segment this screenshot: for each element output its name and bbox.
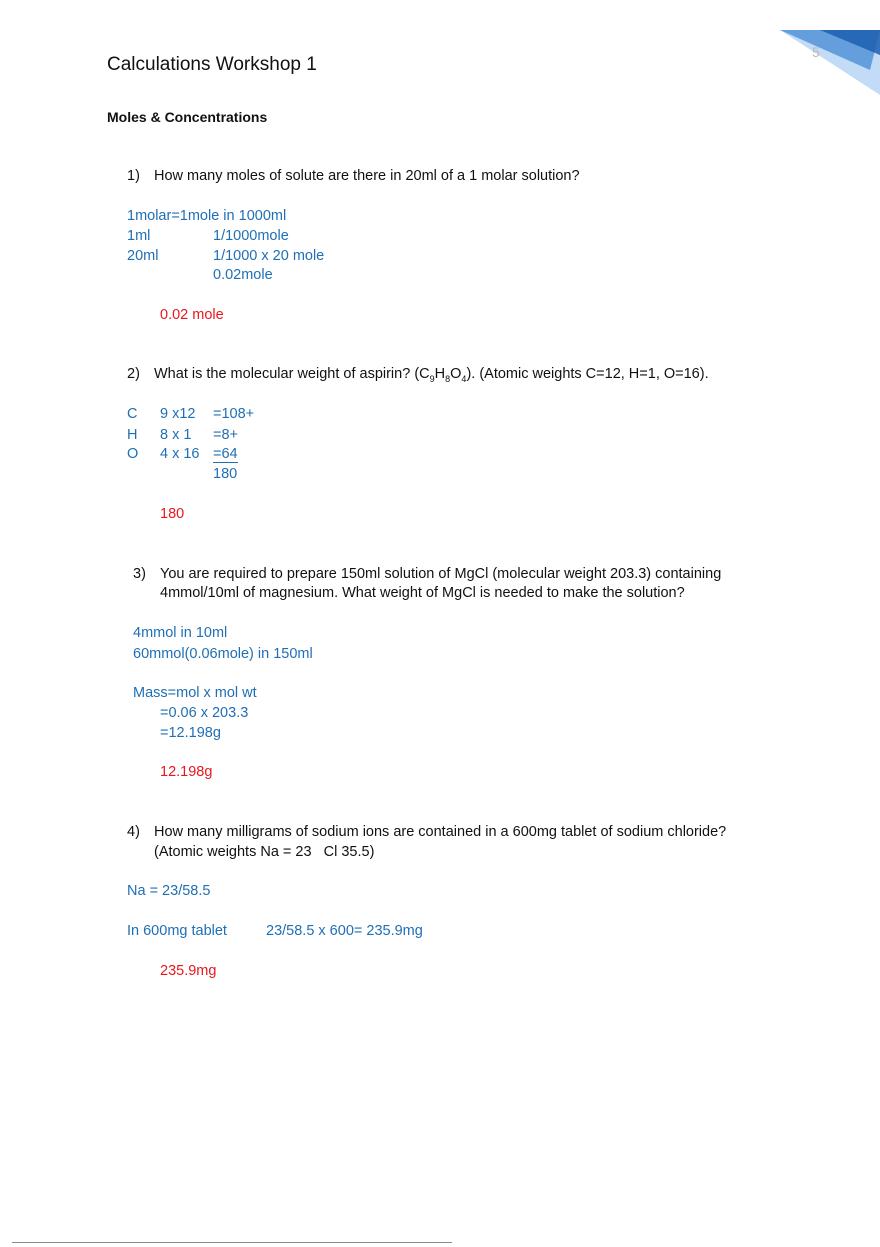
q2-calc: 9 x12 xyxy=(160,406,196,422)
q2-text: What is the molecular weight of aspirin? $(C_9H_8O_4)$. (Atomic weights C=12, H=1, O=16). xyxy=(154,366,709,384)
q3-text-line: 4mmol/10ml of magnesium. What weight of MgCl is needed to make the solution? xyxy=(160,585,685,601)
q4-answer: 235.9mg xyxy=(160,963,217,979)
q1-work-label: 1ml xyxy=(127,228,151,244)
q4-text-line: How many milligrams of sodium ions are contained in a 600mg tablet of sodium chloride? xyxy=(154,824,727,840)
footer-divider xyxy=(12,1242,452,1243)
q3-answer: 12.198g xyxy=(160,764,213,780)
q3-work-line: 60mmol(0.06mole) in 150ml xyxy=(133,646,313,662)
q3-work-line: Mass=mol x mol wt xyxy=(133,685,257,701)
q1-work-value: 1/1000 x 20 mole xyxy=(213,248,325,264)
q2-element: H xyxy=(127,427,138,443)
q3-work-line: =0.06 x 203.3 xyxy=(160,705,249,721)
q2-result: =108+ xyxy=(213,406,255,422)
q2-result-underlined: =64 xyxy=(213,446,238,462)
q1-work-label: 20ml xyxy=(127,248,159,264)
q1-work-result: 0.02mole xyxy=(213,267,273,283)
q1-number: 1) xyxy=(127,168,140,184)
q2-total: 180 xyxy=(213,466,238,482)
q2-element: O xyxy=(127,446,139,462)
q3-number: 3) xyxy=(133,566,146,582)
q1-answer: 0.02 mole xyxy=(160,307,224,323)
q3-work-line: =12.198g xyxy=(160,725,221,741)
q1-work-value: 1/1000mole xyxy=(213,228,289,244)
q2-answer: 180 xyxy=(160,506,185,522)
q1-work-line: 1molar=1mole in 1000ml xyxy=(127,208,287,224)
q4-number: 4) xyxy=(127,824,140,840)
q4-work-value: 23/58.5 x 600= 235.9mg xyxy=(266,923,423,939)
q4-text-line: (Atomic weights Na = 23 Cl 35.5) xyxy=(154,844,375,860)
q2-number: 2) xyxy=(127,366,140,382)
q1-text: How many moles of solute are there in 20ml of a 1 molar solution? xyxy=(154,168,580,184)
page-number: 5 xyxy=(812,44,820,60)
corner-accent-graphic xyxy=(760,0,880,100)
q2-calc: 4 x 16 xyxy=(160,446,200,462)
q2-result: =8+ xyxy=(213,427,238,443)
q4-work-label: In 600mg tablet xyxy=(127,923,227,939)
q2-calc: 8 x 1 xyxy=(160,427,192,443)
q3-work-line: 4mmol in 10ml xyxy=(133,625,228,641)
q2-element: C xyxy=(127,406,138,422)
q3-text-line: You are required to prepare 150ml solution of MgCl (molecular weight 203.3) containing xyxy=(160,566,722,582)
page-title: Calculations Workshop 1 xyxy=(107,54,317,75)
q4-work-line: Na = 23/58.5 xyxy=(127,883,211,899)
section-subtitle: Moles & Concentrations xyxy=(107,109,268,125)
